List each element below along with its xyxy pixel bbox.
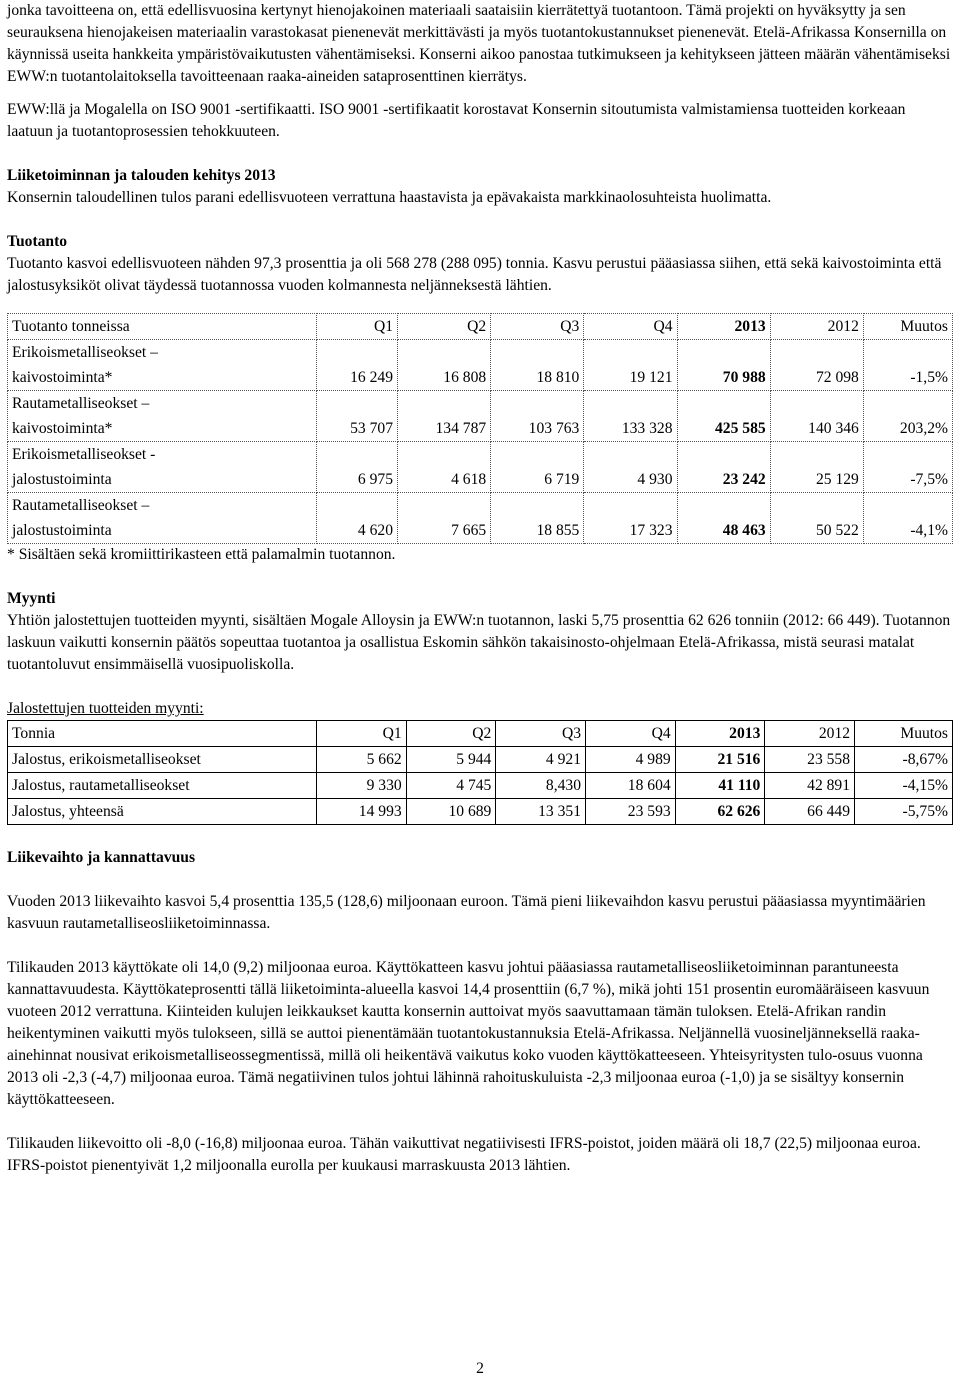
table-cell: 8,430 (496, 773, 586, 799)
table-cell: 16 249 (317, 340, 398, 391)
production-footnote: * Sisältäen sekä kromiittirikasteen että palamalmin tuotannon. (7, 546, 396, 563)
table-cell: 21 516 (675, 747, 765, 773)
col-header: Q4 (586, 721, 676, 747)
table-cell: 4 745 (406, 773, 496, 799)
table-cell: 10 689 (406, 799, 496, 825)
table-row (8, 747, 953, 773)
table-cell: 66 449 (765, 799, 855, 825)
table-cell: 203,2% (863, 391, 952, 442)
table-cell: -4,15% (855, 773, 953, 799)
col-header: Tuotanto tonneissa (8, 314, 317, 340)
production-table-header (8, 314, 953, 340)
sales-table-caption: Jalostettujen tuotteiden myynti: (7, 700, 204, 717)
revenue-paragraph-2: Tilikauden 2013 käyttökate oli 14,0 (9,2) miljoonaa euroa. Käyttökatteen kasvu johtui pääasiassa rautametalliseosliiketoiminnan parantuneesta kannattavuudesta. Käyttökateprosentti tällä liiketoiminta-alueella kasvoi 14,4 prosenttiin (6,7 %), mikä johti 151 prosentin euromääräiseen kasvuun vuoteen 2012 verrattuna. Kiinteiden kulujen leikkaukset kautta konsernin auttoivat myös saavuttamaan tämän tuloksen. Etelä-Afrikan randin heikentyminen vaikutti myös tulokseen, sillä se auttoi pienentämään tuotantokustannuksia Etelä-Afrikassa. Neljännellä vuosineljänneksellä raaka-ainehinnat nousivat erikoismetalliseossegmentissä, millä oli heikentävä vaikutus koko vuoden käyttökatteeseen. Yhteisyritysten tulo-osuus vuonna 2013 oli -2,3 (-4,7) miljoonaa euroa. Tämä negatiivinen tulos johtui lähinnä rahoituskuluista -2,3 miljoonaa euroa (-1,0) ja se sisältyy konsernin käyttökatteeseen. (7, 959, 930, 1108)
table-row (8, 773, 953, 799)
table-cell: -5,75% (855, 799, 953, 825)
row-label: Jalostus, erikoismetalliseokset (8, 747, 317, 773)
col-header: 2012 (770, 314, 863, 340)
revenue-paragraph-1: Vuoden 2013 liikevaihto kasvoi 5,4 prosenttia 135,5 (128,6) miljoonaan euroon. Tämä pieni liikevaihdon kasvu perustui pääasiassa myyntimäärien kasvuun rautametalliseosliiketoiminnassa. (7, 893, 926, 932)
table-cell: 23 242 (677, 442, 770, 493)
production-text: Tuotanto kasvoi edellisvuoteen nähden 97,3 prosenttia ja oli 568 278 (288 095) tonnia. Kasvu perustui pääasiassa siihen, että sekä kaivostoiminta että jalostusyksiköt olivat täydessä tuotannossa vuoden kolmannesta neljänneksestä lähtien. (7, 255, 942, 294)
table-cell: -4,1% (863, 493, 952, 544)
col-header: Muutos (855, 721, 953, 747)
table-row (8, 340, 953, 391)
col-header: 2013 (675, 721, 765, 747)
intro-paragraph-2: EWW:llä ja Mogalella on ISO 9001 -sertifikaatti. ISO 9001 -sertifikaatit korostavat Konsernin sitoutumista valmistamiensa tuotteiden korkeaan laatuun ja tuotantoprosessien tehokkuuteen. (7, 101, 906, 140)
table-cell: 103 763 (491, 391, 584, 442)
table-cell: 50 522 (770, 493, 863, 544)
sales-table-header (8, 721, 953, 747)
table-row (8, 493, 953, 544)
business-heading: Liiketoiminnan ja talouden kehitys 2013 (7, 167, 276, 184)
col-header: Tonnia (8, 721, 317, 747)
table-cell: 14 993 (317, 799, 407, 825)
table-cell: 18 855 (491, 493, 584, 544)
document-page (7, 0, 951, 1177)
table-cell: 23 593 (586, 799, 676, 825)
table-cell: -7,5% (863, 442, 952, 493)
table-cell: 133 328 (584, 391, 677, 442)
table-cell: -8,67% (855, 747, 953, 773)
sales-heading: Myynti (7, 590, 56, 607)
table-cell: 72 098 (770, 340, 863, 391)
table-cell: 4 618 (398, 442, 491, 493)
table-cell: 9 330 (317, 773, 407, 799)
table-cell: 7 665 (398, 493, 491, 544)
table-cell: 5 662 (317, 747, 407, 773)
table-cell: 4 921 (496, 747, 586, 773)
production-table (7, 313, 953, 544)
row-label: Rautametalliseokset – jalostustoiminta (8, 493, 317, 544)
revenue-paragraph-3: Tilikauden liikevoitto oli -8,0 (-16,8) miljoonaa euroa. Tähän vaikuttivat negatiivisesti IFRS-poistot, joiden määrä oli 18,7 (22,5) miljoonaa euroa. IFRS-poistot pienentyivät 1,2 miljoonalla eurolla per kuukausi marraskuusta 2013 lähtien. (7, 1135, 921, 1174)
table-cell: 42 891 (765, 773, 855, 799)
row-label: Rautametalliseokset – kaivostoiminta* (8, 391, 317, 442)
table-cell: 5 944 (406, 747, 496, 773)
table-cell: 19 121 (584, 340, 677, 391)
table-row (8, 799, 953, 825)
table-cell: 62 626 (675, 799, 765, 825)
col-header: Q4 (584, 314, 677, 340)
table-row (8, 391, 953, 442)
col-header: Q2 (406, 721, 496, 747)
table-cell: 23 558 (765, 747, 855, 773)
table-cell: 70 988 (677, 340, 770, 391)
table-cell: 6 975 (317, 442, 398, 493)
sales-table (7, 720, 953, 825)
intro-paragraph-1: jonka tavoitteena on, että edellisvuosina kertynyt hienojakoinen materiaali saataisiin kierrätettyä tuotantoon. Tämä projekti on hyväksytty ja sen seurauksena hienojakeisen materiaalin varastokasat pienenevät merkittävästi ja myös tuotantokustannukset pienenevät. Etelä-Afrikassa Konsernilla on käynnissä useita hankkeita ympäristövaikutusten vähentämiseksi. Konserni aikoo panostaa tutkimukseen ja kehitykseen jätteen määrän vähentämiseksi EWW:n tuotantolaitoksella tavoitteenaan raaka-aineiden sataprosenttinen kierrätys. (7, 2, 951, 85)
table-cell: 6 719 (491, 442, 584, 493)
table-cell: 53 707 (317, 391, 398, 442)
page-number: 2 (476, 1360, 484, 1377)
table-cell: 41 110 (675, 773, 765, 799)
col-header: Q1 (317, 721, 407, 747)
table-cell: 18 604 (586, 773, 676, 799)
business-text: Konsernin taloudellinen tulos parani edellisvuoteen verrattuna haastavista ja epävakaista markkinaolosuhteista huolimatta. (7, 189, 772, 206)
table-cell: 18 810 (491, 340, 584, 391)
row-label: Erikoismetalliseokset - jalostustoiminta (8, 442, 317, 493)
table-cell: 4 620 (317, 493, 398, 544)
table-cell: 425 585 (677, 391, 770, 442)
row-label: Erikoismetalliseokset – kaivostoiminta* (8, 340, 317, 391)
row-label: Jalostus, rautametalliseokset (8, 773, 317, 799)
col-header: 2012 (765, 721, 855, 747)
revenue-heading: Liikevaihto ja kannattavuus (7, 849, 196, 866)
table-cell: 17 323 (584, 493, 677, 544)
table-cell: 134 787 (398, 391, 491, 442)
table-cell: 4 989 (586, 747, 676, 773)
col-header: Q3 (491, 314, 584, 340)
table-cell: -1,5% (863, 340, 952, 391)
table-cell: 16 808 (398, 340, 491, 391)
sales-text: Yhtiön jalostettujen tuotteiden myynti, sisältäen Mogale Alloysin ja EWW:n tuotannon, laski 5,75 prosenttia 62 626 tonniin (2012: 66 449). Tuotannon laskuun vaikutti konsernin päätös sopeuttaa tuotantoa ja osallistua Eskomin sähkön takaisinosto-ohjelmaan Etelä-Afrikassa, mistä seurasi matalat tuotantoluvut ensimmäisellä vuosipuoliskolla. (7, 612, 951, 673)
col-header: 2013 (677, 314, 770, 340)
col-header: Q2 (398, 314, 491, 340)
table-cell: 25 129 (770, 442, 863, 493)
col-header: Q3 (496, 721, 586, 747)
production-heading: Tuotanto (7, 233, 68, 250)
col-header: Muutos (863, 314, 952, 340)
table-cell: 13 351 (496, 799, 586, 825)
table-cell: 48 463 (677, 493, 770, 544)
col-header: Q1 (317, 314, 398, 340)
table-row (8, 442, 953, 493)
table-cell: 4 930 (584, 442, 677, 493)
table-cell: 140 346 (770, 391, 863, 442)
row-label: Jalostus, yhteensä (8, 799, 317, 825)
